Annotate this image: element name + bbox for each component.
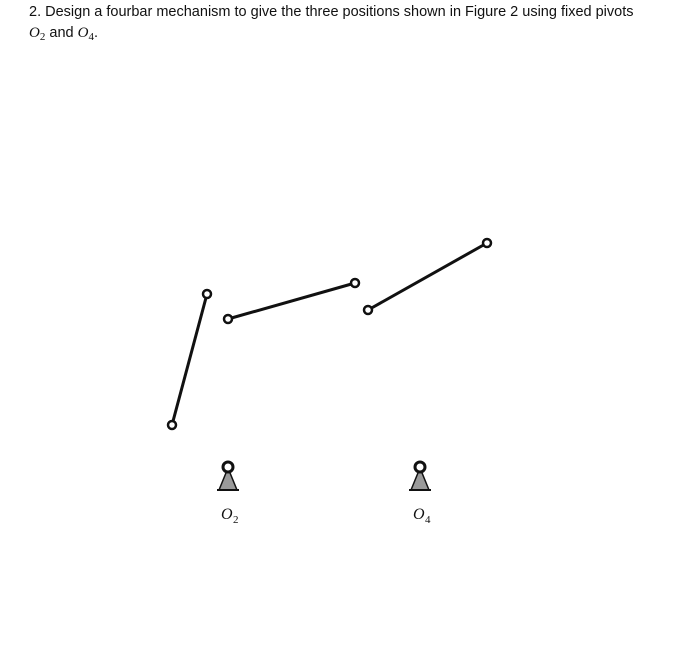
pivot-o4-letter: O <box>77 25 89 41</box>
coupler-link-1 <box>172 294 207 425</box>
pivot-joint-o4 <box>415 462 425 472</box>
pivot-label-o4-letter: O <box>413 506 425 523</box>
and-word: and <box>49 25 74 41</box>
pivot-label-o2-letter: O <box>221 506 233 523</box>
coupler-link-2 <box>228 283 355 319</box>
coupler-position-1 <box>168 290 211 429</box>
joint-2b <box>351 279 359 287</box>
joint-1a <box>168 421 176 429</box>
pivot-o2-subscript: 2 <box>39 31 46 43</box>
pivot-joint-o2 <box>223 462 233 472</box>
coupler-position-3 <box>364 239 491 314</box>
pivot-o4-subscript: 4 <box>88 31 94 43</box>
joint-3b <box>483 239 491 247</box>
end-punctuation: . <box>93 25 98 41</box>
joint-1b <box>203 290 211 298</box>
fixed-pivot-o4 <box>409 462 431 526</box>
coupler-link-3 <box>368 243 487 310</box>
problem-text: Design a fourbar mechanism to give the three positions shown in Figure 2 using fixed pivots <box>45 4 634 20</box>
problem-number: 2. <box>29 4 42 20</box>
pivot-label-o4-subscript: 4 <box>425 514 431 526</box>
fixed-pivot-o2 <box>217 462 239 526</box>
pivot-o2-letter: O <box>29 25 40 41</box>
joint-3a <box>364 306 372 314</box>
joint-2a <box>224 315 232 323</box>
coupler-position-2 <box>224 279 359 323</box>
pivot-label-o2-subscript: 2 <box>233 514 239 526</box>
